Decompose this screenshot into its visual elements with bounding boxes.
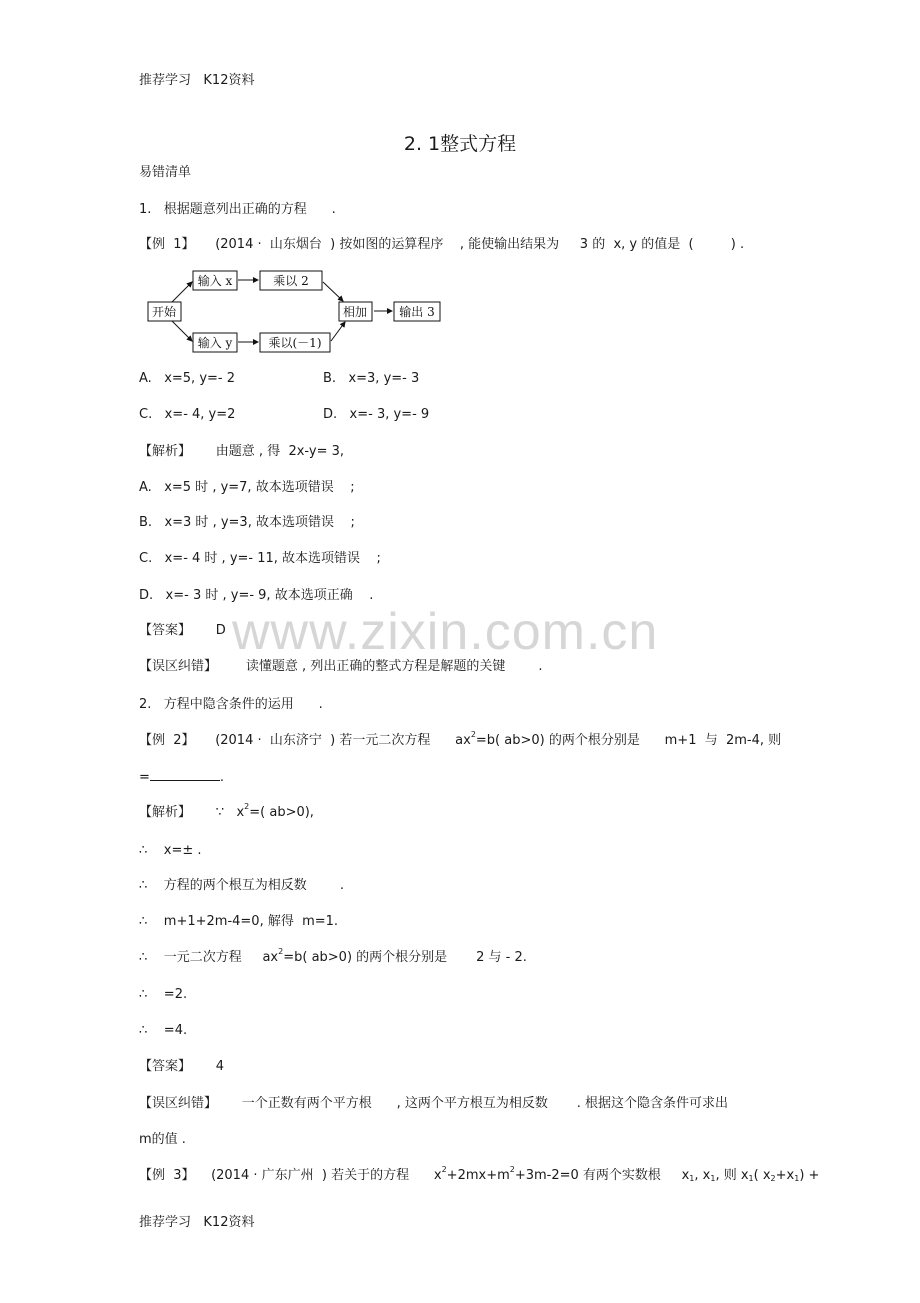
text-run: . bbox=[219, 770, 225, 785]
text-run: =( ab>0), bbox=[249, 805, 314, 820]
flow-add-label: 相加 bbox=[342, 305, 368, 319]
flow-mul2-box bbox=[260, 271, 322, 290]
exponent: 2 bbox=[470, 730, 476, 739]
error-note-2: 【误区纠错】 一个正数有两个平方根 , 这两个平方根互为相反数 . 根据这个隐含条件可求出 bbox=[139, 1096, 729, 1111]
text-run: , x bbox=[694, 1168, 711, 1183]
text-run: 【解析】 ∵ x bbox=[139, 805, 245, 820]
option-c: C. x=- 4, y=2 bbox=[139, 407, 236, 422]
page-title: 2. 1整式方程 bbox=[403, 133, 517, 155]
flow-input-x-label: 输入 x bbox=[197, 274, 233, 288]
analysis-2 bbox=[139, 804, 314, 822]
analysis-1-d: D. x=- 3 时 , y=- 9, 故本选项正确 . bbox=[139, 588, 374, 603]
item-1-heading: 1. 根据题意列出正确的方程 . bbox=[139, 202, 336, 217]
section-heading: 易错清单 bbox=[139, 165, 192, 180]
step-3: ∴ m+1+2m-4=0, 解得 m=1. bbox=[139, 914, 339, 929]
option-b: B. x=3, y=- 3 bbox=[323, 371, 420, 386]
text-run: , 则 x bbox=[715, 1168, 749, 1183]
text-run: ) + bbox=[799, 1168, 820, 1183]
example-1-question: 【例 1】 (2014 · 山东烟台 ) 按如图的运算程序 , 能使输出结果为 3 的 x, y 的值是 ( ) . bbox=[139, 237, 745, 252]
step-2: ∴ 方程的两个根互为相反数 . bbox=[139, 878, 344, 893]
text-run: =b( ab>0) 的两个根分别是 m+1 与 2m-4, 则 bbox=[475, 733, 782, 748]
text-run: +x bbox=[775, 1168, 795, 1183]
example-2-question bbox=[139, 732, 781, 750]
flow-arrow bbox=[172, 282, 192, 302]
subscript: 2 bbox=[770, 1174, 776, 1183]
flow-input-y-box bbox=[193, 333, 237, 352]
step-4 bbox=[139, 949, 527, 967]
text-run: =b( ab>0) 的两个根分别是 2 与 - 2. bbox=[283, 950, 527, 965]
option-a: A. x=5, y=- 2 bbox=[139, 371, 235, 386]
page-footer: 推荐学习 K12资料 bbox=[139, 1215, 255, 1230]
watermark: www.zixin.com.cn bbox=[232, 603, 659, 661]
page-header: 推荐学习 K12资料 bbox=[139, 73, 255, 88]
flowchart bbox=[146, 268, 446, 354]
answer-1: 【答案】 D bbox=[139, 623, 226, 638]
answer-blank bbox=[150, 768, 220, 781]
analysis-1: 【解析】 由题意 , 得 2x-y= 3, bbox=[139, 444, 345, 459]
exponent: 2 bbox=[278, 947, 284, 956]
flow-add-box bbox=[339, 302, 372, 321]
option-d: D. x=- 3, y=- 9 bbox=[323, 407, 430, 422]
exponent: 2 bbox=[244, 802, 250, 811]
flow-arrow bbox=[172, 321, 192, 341]
example-2-blank-line bbox=[139, 768, 224, 787]
exponent: 2 bbox=[441, 1165, 447, 1174]
analysis-1-b: B. x=3 时 , y=3, 故本选项错误 ; bbox=[139, 515, 355, 530]
flow-arrow bbox=[331, 322, 345, 341]
flow-mul2-label: 乘以 2 bbox=[273, 274, 309, 288]
text-run: 【例 3】 (2014 · 广东广州 ) 若关于的方程 x bbox=[139, 1168, 442, 1183]
answer-2: 【答案】 4 bbox=[139, 1059, 225, 1074]
text-run: ( x bbox=[753, 1168, 771, 1183]
flow-output-label: 输出 3 bbox=[399, 305, 435, 319]
step-5: ∴ =2. bbox=[139, 987, 188, 1002]
text-run: +3m-2=0 有两个实数根 x bbox=[514, 1168, 690, 1183]
text-run: ∴ 一元二次方程 ax bbox=[139, 950, 279, 965]
analysis-1-a: A. x=5 时 , y=7, 故本选项错误 ; bbox=[139, 480, 355, 495]
step-1: ∴ x=± . bbox=[139, 843, 202, 858]
item-2-heading: 2. 方程中隐含条件的运用 . bbox=[139, 697, 323, 712]
subscript: 1 bbox=[689, 1174, 695, 1183]
text-run: 【例 2】 (2014 · 山东济宁 ) 若一元二次方程 ax bbox=[139, 733, 471, 748]
error-note-1: 【误区纠错】 读懂题意 , 列出正确的整式方程是解题的关键 . bbox=[139, 659, 543, 674]
step-6: ∴ =4. bbox=[139, 1023, 188, 1038]
error-note-2-cont: m的值 . bbox=[139, 1132, 186, 1147]
analysis-1-c: C. x=- 4 时 , y=- 11, 故本选项错误 ; bbox=[139, 551, 381, 566]
flow-input-x-box bbox=[193, 271, 237, 290]
example-3-question bbox=[139, 1167, 819, 1185]
subscript: 1 bbox=[748, 1174, 754, 1183]
text-run: +2mx+m bbox=[446, 1168, 510, 1183]
text-run: = bbox=[139, 770, 150, 785]
flow-input-y-label: 输入 y bbox=[197, 336, 233, 350]
flow-mulneg1-label: 乘以(－1) bbox=[268, 336, 322, 350]
exponent: 2 bbox=[509, 1165, 515, 1174]
subscript: 1 bbox=[794, 1174, 800, 1183]
flow-start-label: 开始 bbox=[151, 305, 177, 319]
subscript: 1 bbox=[710, 1174, 716, 1183]
flow-start-box bbox=[148, 302, 181, 321]
flow-arrow bbox=[323, 282, 343, 301]
flow-mulneg1-box bbox=[260, 333, 330, 352]
flow-output-box bbox=[394, 302, 440, 321]
